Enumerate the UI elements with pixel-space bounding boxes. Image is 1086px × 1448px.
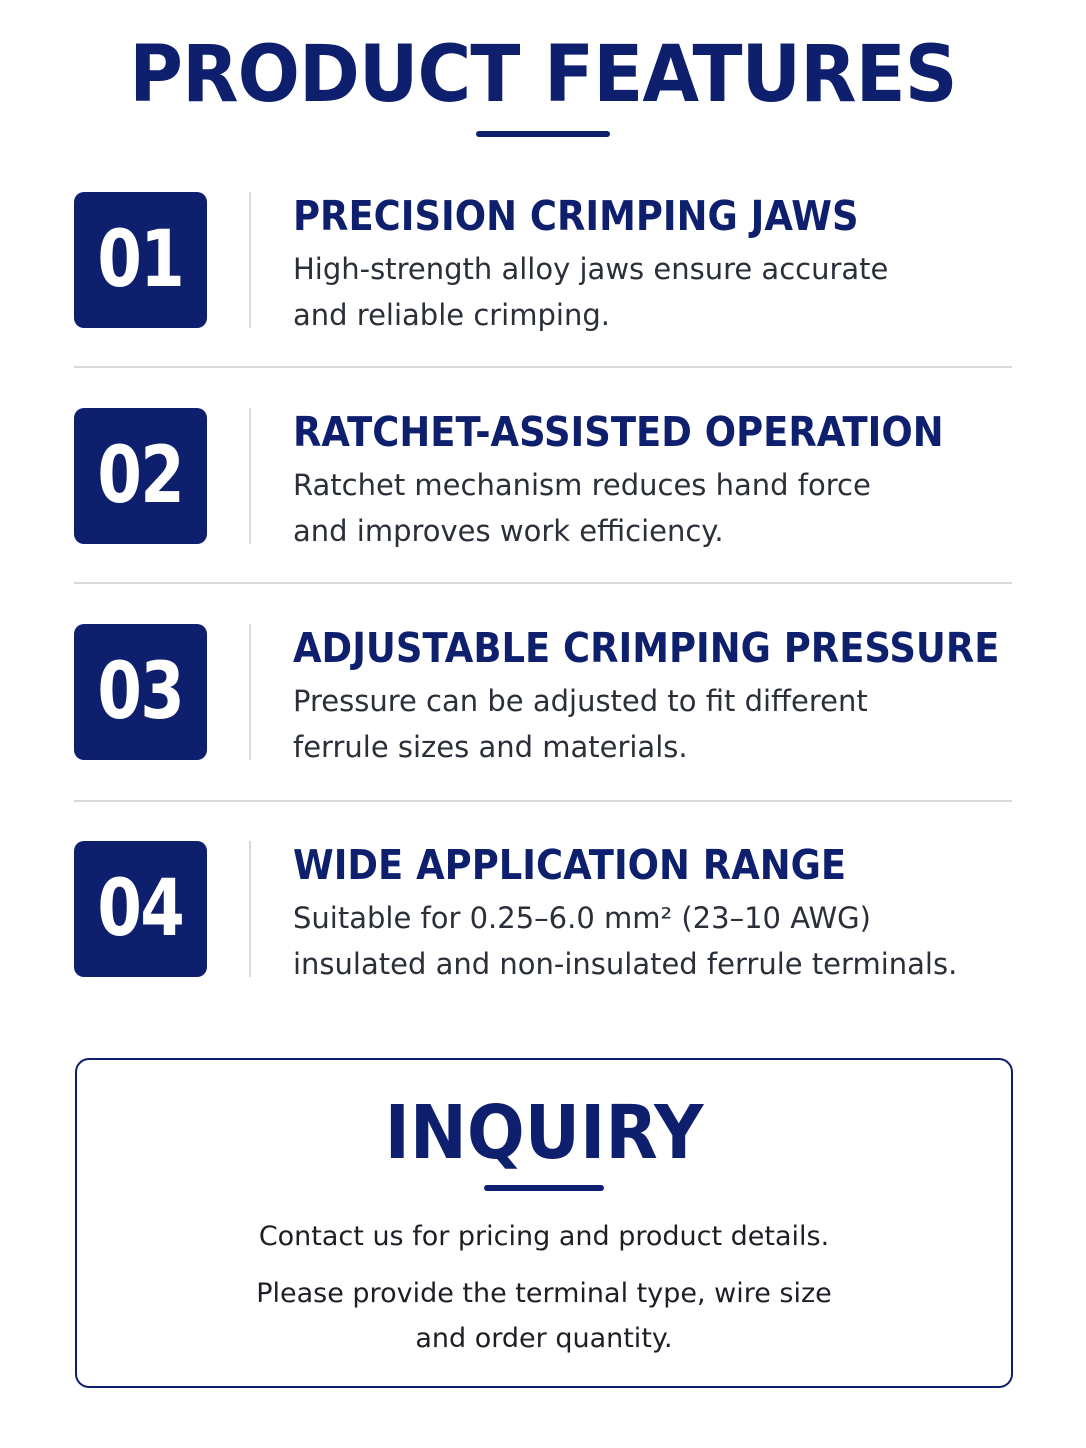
feature-description-line: High-strength alloy jaws ensure accurate	[293, 252, 889, 286]
feature-description-line: Ratchet mechanism reduces hand force	[293, 468, 871, 502]
feature-description-line: ferrule sizes and materials.	[293, 730, 688, 764]
title-underline	[476, 131, 610, 137]
feature-number-badge	[74, 624, 207, 760]
feature-number-badge	[74, 408, 207, 544]
inquiry-text: and order quantity.	[415, 1323, 673, 1354]
feature-number: 03	[97, 647, 184, 737]
feature-description-line: and reliable crimping.	[293, 298, 610, 332]
feature-item	[74, 624, 1012, 762]
inquiry-underline	[484, 1185, 604, 1191]
page-title: PRODUCT FEATURES	[129, 30, 957, 120]
feature-description	[293, 246, 1013, 338]
feature-title: WIDE APPLICATION RANGE	[293, 841, 847, 889]
feature-number-badge	[74, 192, 207, 328]
vertical-divider	[249, 408, 251, 544]
vertical-divider	[249, 192, 251, 328]
vertical-divider	[249, 841, 251, 977]
feature-item	[74, 192, 1012, 330]
inquiry-title: INQUIRY	[384, 1090, 704, 1176]
feature-number: 01	[97, 215, 184, 305]
feature-item	[74, 408, 1012, 546]
feature-number: 04	[97, 864, 184, 954]
inquiry-text: Contact us for pricing and product details.	[258, 1221, 830, 1252]
feature-description	[293, 678, 1013, 770]
feature-number: 02	[97, 431, 184, 521]
inquiry-text: Please provide the terminal type, wire size	[256, 1278, 832, 1309]
feature-title: ADJUSTABLE CRIMPING PRESSURE	[293, 624, 1000, 672]
inquiry-box	[75, 1058, 1013, 1388]
vertical-divider	[249, 624, 251, 760]
feature-description	[293, 895, 1013, 987]
feature-number-badge	[74, 841, 207, 977]
feature-description-line: and improves work efficiency.	[293, 514, 724, 548]
feature-description	[293, 462, 1013, 554]
feature-description-line: insulated and non-insulated ferrule terminals.	[293, 947, 958, 981]
section-divider	[74, 582, 1012, 584]
feature-description-line: Pressure can be adjusted to fit different	[293, 684, 868, 718]
feature-title: RATCHET-ASSISTED OPERATION	[293, 408, 944, 456]
section-divider	[74, 800, 1012, 802]
feature-title: PRECISION CRIMPING JAWS	[293, 192, 859, 240]
feature-item	[74, 841, 1012, 979]
section-divider	[74, 366, 1012, 368]
feature-description-line: Suitable for 0.25–6.0 mm² (23–10 AWG)	[293, 901, 871, 935]
